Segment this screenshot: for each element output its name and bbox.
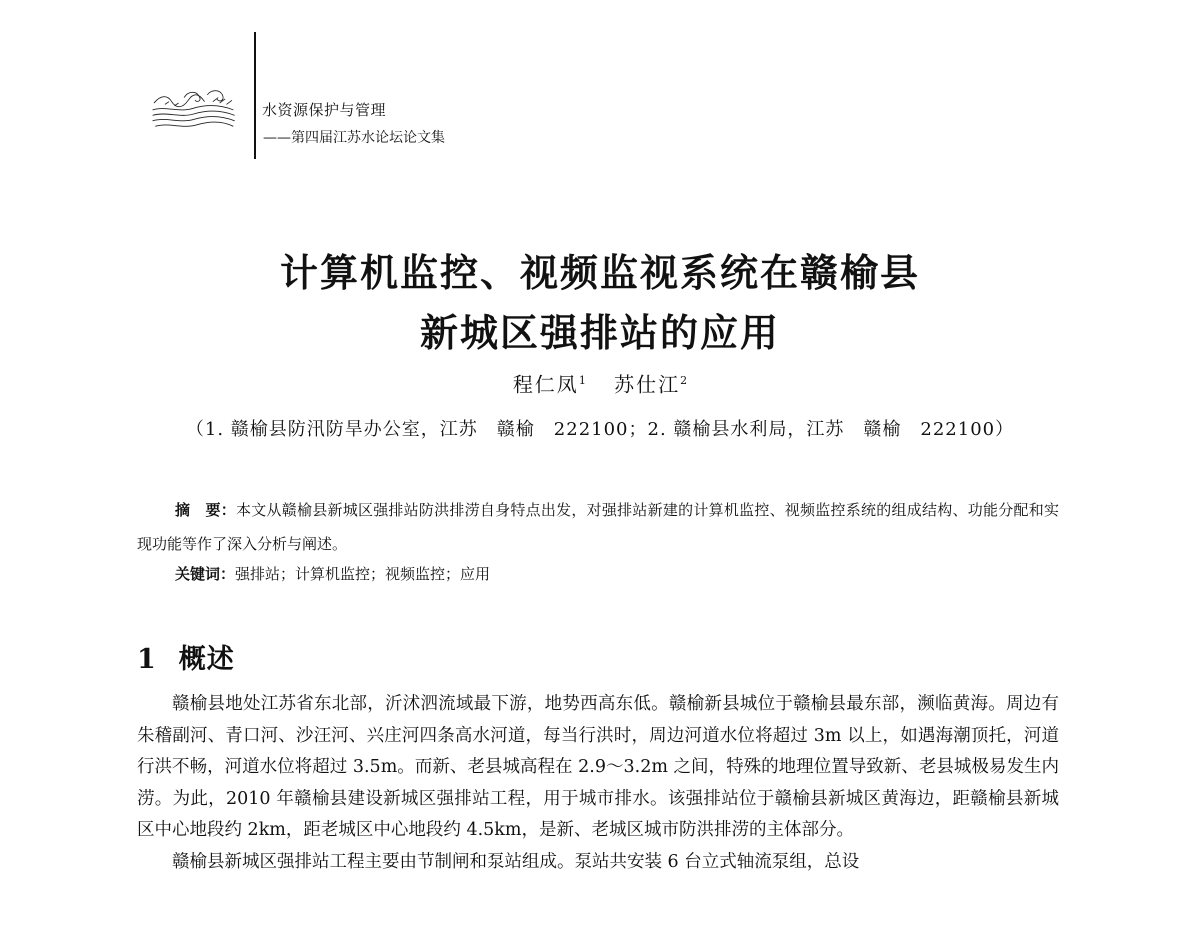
abstract bbox=[137, 493, 1059, 561]
author-affiliation-mark: 1 bbox=[578, 374, 586, 387]
keywords bbox=[175, 561, 490, 587]
author-name: 苏仕江 bbox=[614, 372, 681, 397]
author bbox=[614, 367, 687, 399]
paper-title bbox=[120, 243, 1080, 363]
keywords-label: 关键词： bbox=[175, 565, 236, 583]
series-subtitle: ——第四届江苏水论坛论文集 bbox=[263, 130, 445, 146]
body-paragraph: 赣榆县新城区强排站工程主要由节制闸和泵站组成。泵站共安装 6 台立式轴流泵组，总设 bbox=[172, 851, 860, 872]
author bbox=[513, 367, 586, 399]
abstract-text: 本文从赣榆县新城区强排站防洪排涝自身特点出发，对强排站新建的计算机监控、视频监控系统的组成结构、功能分配和实现功能等作了深入分析与阐述。 bbox=[137, 501, 1059, 553]
section-title: 概述 bbox=[178, 644, 235, 676]
series-title: 水资源保护与管理 bbox=[262, 101, 387, 119]
section-heading bbox=[137, 642, 235, 678]
author-affiliation-mark: 2 bbox=[680, 374, 688, 387]
author-name: 程仁凤 bbox=[512, 372, 579, 397]
body-paragraph: 赣榆县地处江苏省东北部，沂沭泗流域最下游，地势西高东低。赣榆新县城位于赣榆县最东部，濒临黄海。周边有朱稽副河、青口河、沙汪河、兴庄河四条高水河道，每当行洪时，周边河道水位将超过 3m 以上，如遇海潮顶托，河道行洪不畅，河道水位将超过 3.5m。而新、老县城高程在 2.9～3.2m 之间，特殊的地理位置导致新、老县城极易发生内涝。为此，2010 年赣榆县建设新城区强排站工程，用于城市排水。该强排站位于赣榆县新城区黄海边，距赣榆县新城区中心地段约 2km，距老城区中心地段约 4.5km，是新、老城区城市防洪排涝的主体部分。 bbox=[137, 694, 1059, 840]
keywords-text: 强排站；计算机监控；视频监控；应用 bbox=[235, 565, 491, 583]
vertical-rule bbox=[254, 32, 256, 159]
paper-title-line-2: 新城区强排站的应用 bbox=[419, 310, 780, 356]
author-list bbox=[0, 367, 1200, 399]
affiliations: （1. 赣榆县防汛防旱办公室，江苏 赣榆 222100；2. 赣榆县水利局，江苏 赣榆 222100） bbox=[185, 419, 1015, 440]
section-number: 1 bbox=[137, 644, 157, 676]
abstract-paragraph bbox=[137, 493, 1059, 561]
body-text bbox=[137, 689, 1059, 878]
wave-logo bbox=[135, 88, 255, 153]
paper-title-line-1: 计算机监控、视频监视系统在赣榆县 bbox=[279, 250, 920, 296]
abstract-label: 摘 要： bbox=[175, 501, 236, 519]
